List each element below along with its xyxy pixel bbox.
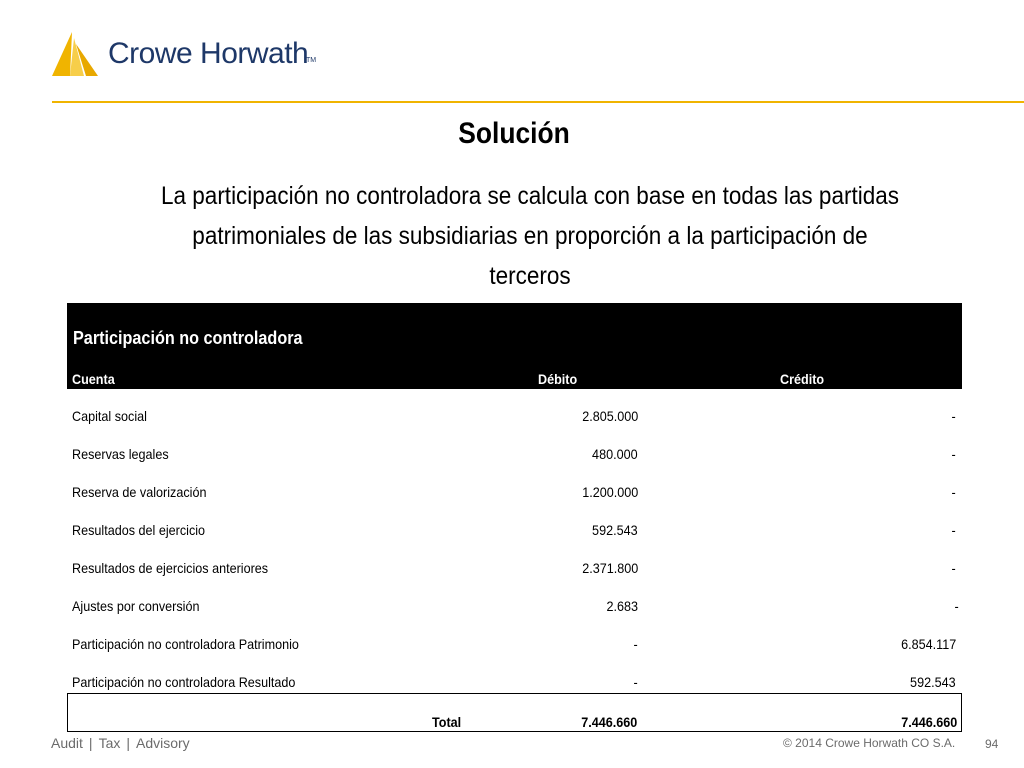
row-credit: 592.543 — [910, 674, 956, 690]
table-row — [67, 476, 962, 514]
row-credit: - — [951, 408, 956, 424]
page-number: 94 — [985, 737, 999, 751]
table-title: Participación no controladora — [73, 328, 303, 348]
row-credit: - — [951, 522, 956, 538]
row-debit: 592.543 — [592, 522, 638, 538]
slide-paragraph — [161, 176, 899, 302]
logo-trademark: TM — [306, 57, 317, 64]
crowe-triangle-logo-icon — [50, 32, 100, 76]
footer-copyright: © 2014 Crowe Horwath CO S.A. — [783, 736, 956, 750]
paragraph-line: patrimoniales de las subsidiarias en proporción a la participación de terceros — [192, 222, 868, 290]
row-credit: - — [951, 484, 956, 500]
table-row — [67, 552, 962, 590]
table-row — [67, 590, 962, 628]
row-account: Capital social — [72, 408, 147, 424]
table-row — [67, 514, 962, 552]
row-debit: 2.371.800 — [581, 560, 638, 576]
company-logo — [50, 30, 350, 80]
row-account: Participación no controladora Resultado — [72, 674, 296, 690]
row-debit: 480.000 — [592, 446, 638, 462]
table-row — [67, 400, 962, 438]
row-credit: - — [951, 560, 956, 576]
column-header-account: Cuenta — [72, 371, 115, 387]
row-account: Ajustes por conversión — [72, 598, 200, 614]
table-row — [67, 438, 962, 476]
logo-wordmark: Crowe Horwath — [108, 37, 309, 70]
row-credit: - — [951, 446, 956, 462]
row-account: Participación no controladora Patrimonio — [72, 636, 299, 652]
footer-services — [51, 735, 190, 751]
footer-service: Advisory — [136, 735, 190, 751]
row-account: Resultados de ejercicios anteriores — [72, 560, 269, 576]
row-debit: - — [633, 674, 638, 690]
row-credit: 6.854.117 — [900, 636, 956, 652]
footer-separator: | — [88, 735, 93, 751]
table-row — [67, 628, 962, 666]
footer-separator: | — [126, 735, 130, 751]
row-debit: 1.200.000 — [581, 484, 638, 500]
row-account: Reserva de valorización — [72, 484, 207, 500]
table-total-row — [67, 693, 962, 732]
row-debit: 2.683 — [606, 598, 638, 614]
row-debit: 2.805.000 — [581, 408, 638, 424]
total-label: Total — [432, 714, 462, 730]
paragraph-line: La participación no controladora se calcula con base en todas las partidas — [161, 182, 899, 210]
footer-service: Audit — [51, 735, 83, 751]
total-debit: 7.446.660 — [580, 714, 637, 730]
footer-service: Tax — [98, 735, 121, 751]
table-header — [67, 303, 962, 389]
row-account: Resultados del ejercicio — [72, 522, 206, 538]
column-header-debit: Débito — [538, 371, 578, 387]
row-credit: - — [954, 598, 959, 614]
header-divider — [52, 101, 1024, 103]
column-header-credit: Crédito — [780, 371, 825, 387]
total-credit: 7.446.660 — [900, 714, 957, 730]
row-account: Reservas legales — [72, 446, 169, 462]
row-debit: - — [633, 636, 638, 652]
slide-title: Solución — [458, 117, 570, 150]
